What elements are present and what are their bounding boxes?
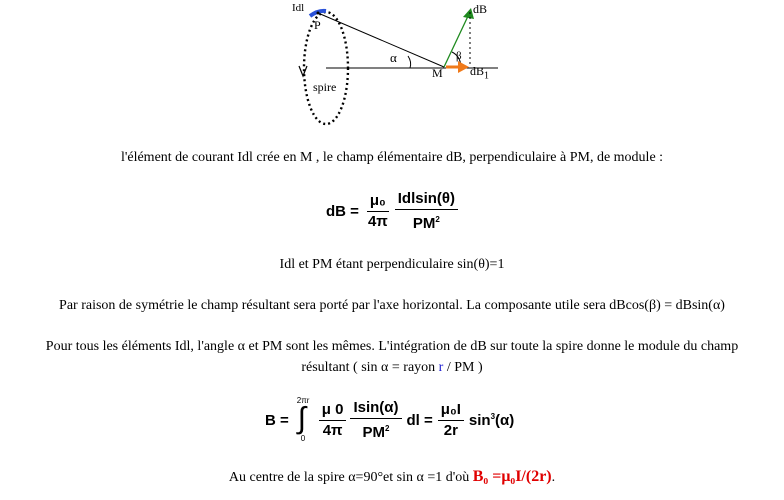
alpha-arc bbox=[408, 56, 411, 68]
db-label: dB bbox=[473, 2, 488, 16]
point-m-label: M bbox=[432, 66, 443, 80]
spire-diagram bbox=[0, 0, 784, 140]
formula-b-constant: $\frac{\mu 0}{4\pi}$ bbox=[319, 401, 347, 440]
beta-label: β bbox=[456, 50, 462, 62]
paragraph-symmetry: Par raison de symétrie le champ résultant sera porté par l'axe horizontal. La composante utile sera dBcos(β) = dBsin(α) bbox=[59, 298, 725, 313]
alpha-label: α bbox=[390, 50, 397, 65]
paragraph-integration-line2: résultant ( sin α = rayon r / PM ) bbox=[301, 360, 483, 375]
db1-label: $dB_1$ bbox=[470, 64, 490, 82]
point-p bbox=[317, 12, 320, 15]
formula-b bbox=[265, 398, 514, 442]
formula-b-lhs: B = bbox=[265, 411, 289, 429]
spire-label: spire bbox=[313, 80, 337, 94]
paragraph-perpendicular: Idl et PM étant perpendiculaire sin(θ)=1 bbox=[279, 257, 505, 272]
integral-sign: 2πr ∫ 0 bbox=[296, 396, 310, 443]
formula-db-constant: $\frac{\text{μ₀}}{4\pi}$ bbox=[367, 192, 388, 230]
paragraph-center-result: Au centre de la spire α=90°et sin α =1 d'où B₀ =μ₀I/(2r). bbox=[228, 468, 556, 485]
point-p-label: P bbox=[314, 18, 321, 32]
line-pm bbox=[318, 13, 444, 67]
paragraph-element-field: l'élément de courant Idl crée en M , le champ élémentaire dB, perpendiculaire à PM, de module : bbox=[120, 150, 664, 165]
paragraph-integration-line1: Pour tous les éléments Idl, l'angle α et PM sont les mêmes. L'intégration de dB sur toute la spire donne le module du champ bbox=[45, 339, 739, 354]
formula-db-fraction: $\frac{\text{Idlsin(θ)}}{PM^2}$ bbox=[395, 190, 458, 233]
idl-label: Idl bbox=[292, 2, 305, 14]
formula-db-lhs: dB = bbox=[326, 203, 359, 220]
result-b0: B₀ =μ₀I/(2r) bbox=[472, 468, 552, 485]
formula-b-result-fraction: $\frac{\text{μ₀I}}{2r}$ bbox=[438, 401, 464, 440]
formula-db bbox=[326, 190, 460, 233]
formula-b-dl: dl = bbox=[406, 411, 433, 429]
formula-b-sin: $\sin^3(\alpha)$ bbox=[468, 411, 515, 429]
formula-b-fraction: $\frac{Isin(\alpha)}{PM^2}$ bbox=[350, 399, 401, 442]
